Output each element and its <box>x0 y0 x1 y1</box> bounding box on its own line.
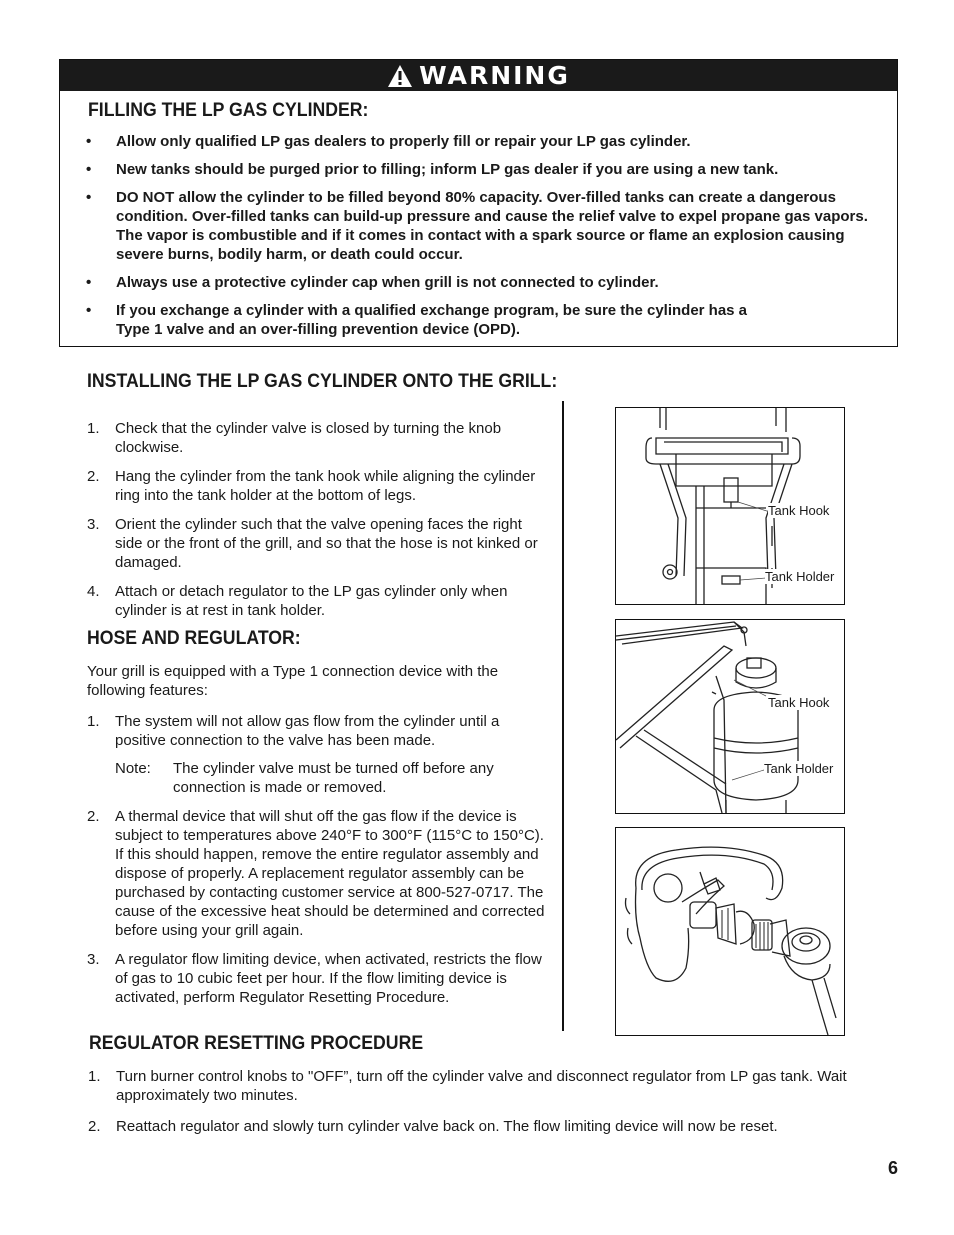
warning-item: • Always use a protective cylinder cap when grill is not connected to cylinder. <box>86 274 659 291</box>
list-item: 1. The system will not allow gas flow from the cylinder until a positive connection to the valve has been made. <box>87 713 500 749</box>
warning-item: • New tanks should be purged prior to filling; inform LP gas dealer if you are using a new tank. <box>86 161 779 178</box>
list-item: 2. Reattach regulator and slowly turn cylinder valve back on. The flow limiting device will now be reset. <box>88 1118 778 1135</box>
figure-grill-tank-mount <box>615 407 845 605</box>
figure-cylinder-mounted <box>615 619 845 814</box>
list-item: 4. Attach or detach regulator to the LP gas cylinder only when cylinder is at rest in tank holder. <box>87 583 508 619</box>
warning-list <box>60 132 870 348</box>
list-item: 3. Orient the cylinder such that the valve opening faces the right side or the front of the grill, and so that the hose is not kinked or damaged. <box>87 516 538 571</box>
list-item: 2. Hang the cylinder from the tank hook while aligning the cylinder ring into the tank holder at the bottom of legs. <box>87 468 536 504</box>
note-text: The cylinder valve must be turned off before any connection is made or removed. <box>173 760 494 796</box>
regulator-connection-illustration <box>616 828 844 1035</box>
warning-word: WARNING <box>419 61 570 90</box>
tank-holder-label: Tank Holder <box>764 761 834 776</box>
list-item: 2. A thermal device that will shut off the gas flow if the device is subject to temperatures above 240°F to 300°F (115°C to 150°C). If this should happen, remove the entire regulator assembly and dispose of properly. A replacement regulator assembly can be purchased by contacting customer service at 800-527-0717. The cause of the excessive heat should be determined and corrected before using your grill again. <box>87 808 545 939</box>
tank-holder-label: Tank Holder <box>765 569 835 584</box>
reset-steps <box>88 1067 868 1146</box>
cylinder-on-grill-illustration <box>616 620 844 813</box>
warning-item: • If you exchange a cylinder with a qualified exchange program, be sure the cylinder has a Type 1 valve and an over-filling prevention device (OPD). <box>86 302 748 338</box>
column-divider <box>562 401 564 1031</box>
installing-steps <box>87 419 549 630</box>
hose-intro: Your grill is equipped with a Type 1 connection device with the following features: <box>87 663 499 699</box>
tank-hook-label: Tank Hook <box>768 503 830 518</box>
note-label: Note: <box>115 760 151 777</box>
list-item: 1. Turn burner control knobs to "OFF”, turn off the cylinder valve and disconnect regulator from LP gas tank. Wait approximately two minutes. <box>88 1068 847 1104</box>
warning-banner <box>60 60 897 91</box>
filling-heading: FILLING THE LP GAS CYLINDER: <box>88 100 369 121</box>
tank-hook-label: Tank Hook <box>768 695 830 710</box>
list-item: 1. Check that the cylinder valve is closed by turning the knob clockwise. <box>87 420 502 456</box>
reset-heading: REGULATOR RESETTING PROCEDURE <box>89 1033 424 1054</box>
warning-item: • Allow only qualified LP gas dealers to properly fill or repair your LP gas cylinder. <box>86 133 691 150</box>
figure-regulator-connection <box>615 827 845 1036</box>
note <box>87 759 549 797</box>
hose-heading: HOSE AND REGULATOR: <box>87 628 301 649</box>
list-item: 3. A regulator flow limiting device, when activated, restricts the flow of gas to 10 cubic feet per hour. If the flow limiting device is activated, perform Regulator Resetting Procedure. <box>87 951 542 1006</box>
warning-box <box>59 59 898 347</box>
hose-steps <box>87 712 549 1017</box>
warning-triangle-icon <box>387 64 413 88</box>
page-number: 6 <box>887 1158 898 1178</box>
installing-heading: INSTALLING THE LP GAS CYLINDER ONTO THE GRILL: <box>87 371 558 392</box>
warning-item: • DO NOT allow the cylinder to be filled beyond 80% capacity. Over-filled tanks can create a dangerous condition. Over-filled tanks can build-up pressure and cause the relief valve to expel propane gas vapors. The vapor is combustible and if it comes in contact with a spark source or flame an explosion causing severe burns, bodily harm, or death could occur. <box>86 189 868 263</box>
